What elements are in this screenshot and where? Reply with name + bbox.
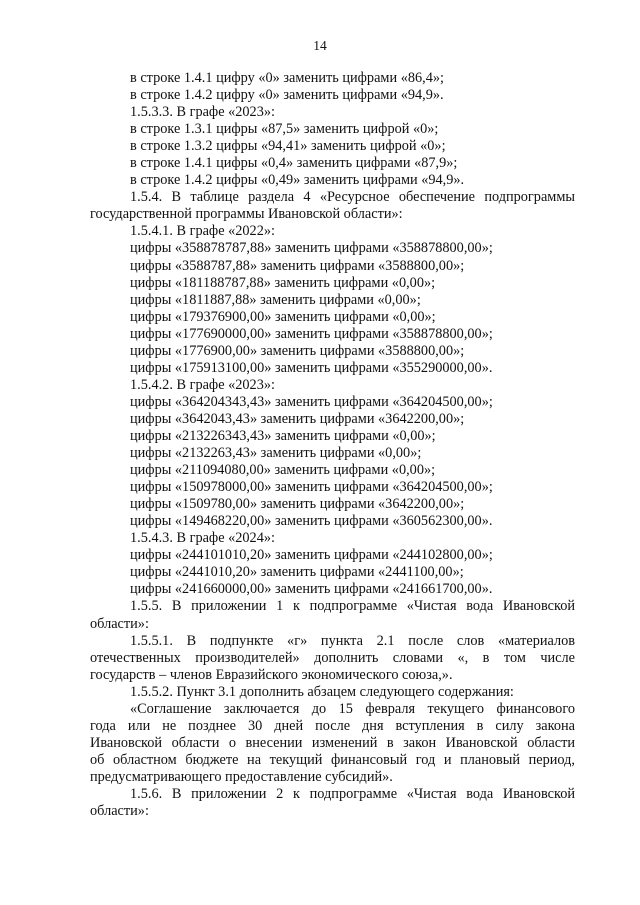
text-line: 1.5.4.1. В графе «2022»: (130, 223, 275, 240)
text-line: в строке 1.4.1 цифры «0,4» заменить цифрами «87,9»; (130, 155, 458, 172)
text-line: 1.5.5.1. В подпункте «г» пункта 2.1 после слов «материалов (130, 632, 575, 649)
text-line: 1.5.3.3. В графе «2023»: (130, 104, 275, 121)
text-line: 1.5.4.2. В графе «2023»: (130, 376, 275, 393)
text-line: цифры «150978000,00» заменить цифрами «364204500,00»; (130, 479, 493, 496)
text-line: предусматривающего предоставление субсидий». (90, 768, 393, 785)
text-line: цифры «175913100,00» заменить цифрами «355290000,00». (130, 359, 493, 376)
text-line: цифры «3588787,88» заменить цифрами «3588800,00»; (130, 257, 465, 274)
text-line: цифры «244101010,20» заменить цифрами «244102800,00»; (130, 547, 493, 564)
text-line: цифры «3642043,43» заменить цифрами «3642200,00»; (130, 410, 465, 427)
text-line: области»: (90, 615, 149, 632)
text-line: «Соглашение заключается до 15 февраля текущего финансового (130, 700, 575, 717)
document-body (90, 70, 575, 820)
text-line: года или не позднее 30 дней после дня вступления в силу закона (90, 717, 575, 734)
text-line: об областном бюджете на текущий финансовый год и плановый период, (90, 751, 575, 768)
text-line: цифры «181188787,88» заменить цифрами «0,00»; (130, 274, 436, 291)
text-line: государственной программы Ивановской области»: (90, 206, 403, 223)
text-line: цифры «211094080,00» заменить цифрами «0,00»; (130, 462, 436, 479)
text-line: 1.5.5. В приложении 1 к подпрограмме «Чистая вода Ивановской (130, 598, 575, 615)
text-line: цифры «179376900,00» заменить цифрами «0,00»; (130, 308, 436, 325)
text-line: 1.5.4. В таблице раздела 4 «Ресурсное обеспечение подпрограммы (130, 189, 575, 206)
text-line: цифры «358878787,88» заменить цифрами «358878800,00»; (130, 240, 493, 257)
text-line: цифры «213226343,43» заменить цифрами «0,00»; (130, 427, 436, 444)
text-line: отечественных производителей» дополнить словами «, в том числе (90, 649, 575, 666)
text-line: 1.5.4.3. В графе «2024»: (130, 530, 275, 547)
text-line: цифры «2441010,20» заменить цифрами «2441100,00»; (130, 564, 464, 581)
text-line: 1.5.5.2. Пункт 3.1 дополнить абзацем следующего содержания: (130, 683, 514, 700)
text-line: цифры «1811887,88» заменить цифрами «0,00»; (130, 291, 421, 308)
text-line: в строке 1.3.2 цифры «94,41» заменить цифрой «0»; (130, 138, 446, 155)
text-line: 1.5.6. В приложении 2 к подпрограмме «Чистая вода Ивановской (130, 785, 575, 802)
text-line: в строке 1.4.2 цифру «0» заменить цифрами «94,9». (130, 87, 444, 104)
text-line: в строке 1.4.2 цифры «0,49» заменить цифрами «94,9». (130, 172, 465, 189)
text-line: цифры «2132263,43» заменить цифрами «0,00»; (130, 445, 422, 462)
text-line: цифры «364204343,43» заменить цифрами «364204500,00»; (130, 393, 493, 410)
text-line: области»: (90, 803, 149, 820)
text-line: цифры «1509780,00» заменить цифрами «3642200,00»; (130, 496, 465, 513)
text-line: цифры «241660000,00» заменить цифрами «241661700,00». (130, 581, 493, 598)
text-line: в строке 1.3.1 цифры «87,5» заменить цифрой «0»; (130, 121, 439, 138)
text-line: Ивановской области о внесении изменений в закон Ивановской области (90, 734, 575, 751)
text-line: государств – членов Евразийского экономического союза,». (90, 666, 453, 683)
page-number: 14 (313, 38, 327, 53)
text-line: цифры «1776900,00» заменить цифрами «3588800,00»; (130, 342, 465, 359)
text-line: в строке 1.4.1 цифру «0» заменить цифрами «86,4»; (130, 70, 444, 86)
text-line: цифры «149468220,00» заменить цифрами «360562300,00». (130, 513, 493, 530)
text-line: цифры «177690000,00» заменить цифрами «358878800,00»; (130, 325, 493, 342)
